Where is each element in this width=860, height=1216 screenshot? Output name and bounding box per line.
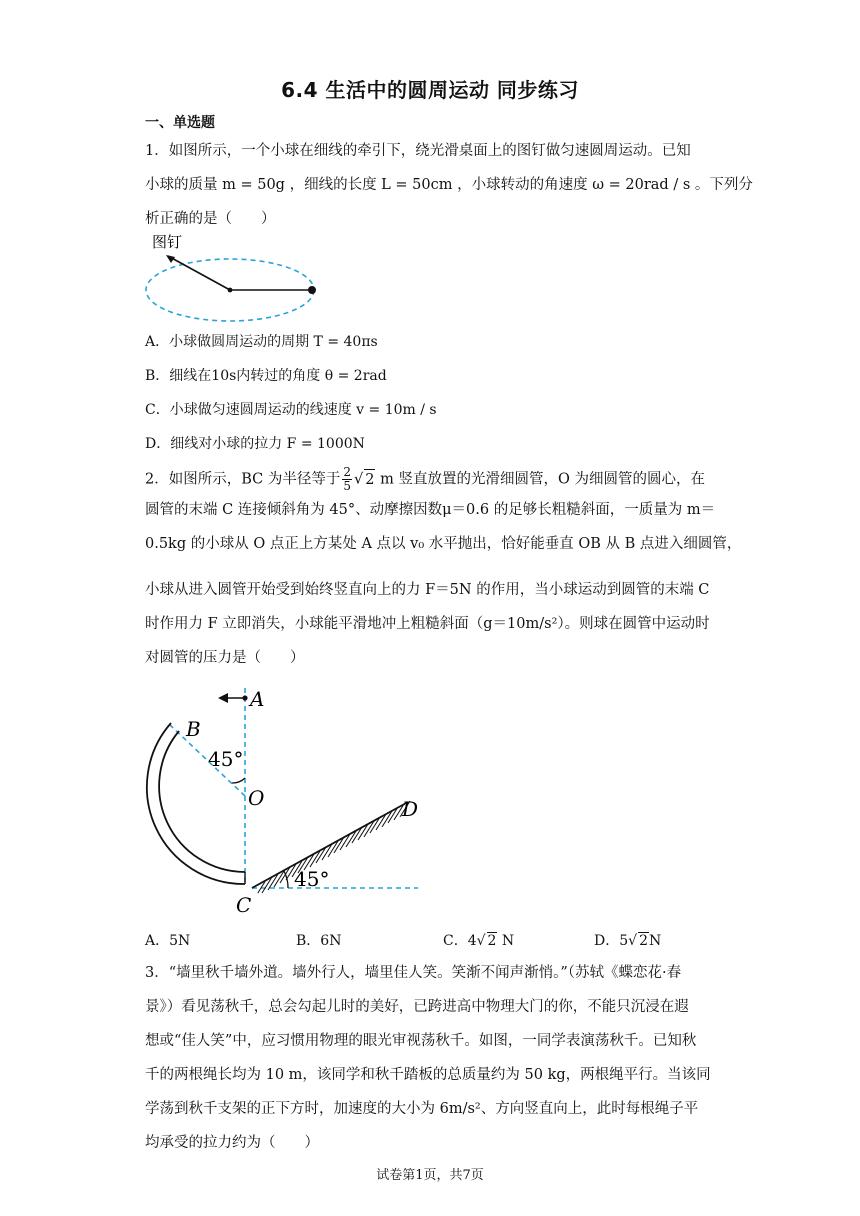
q2-line-5: 时作用力 F 立即消失，小球能平滑地冲上粗糙斜面（g＝10m/s²）。则球在圆管中运动时 [145, 616, 710, 632]
q2-option-d-prefix: D．5 [594, 933, 629, 949]
velocity-arrow-head [218, 693, 228, 703]
q2-option-d-unit: N [648, 933, 662, 949]
section-heading: 一、单选题 [145, 115, 215, 131]
sqrt-radicand: 2 [364, 469, 375, 490]
q1-line-1: 1．如图所示，一个小球在细线的牵引下，绕光滑桌面上的图钉做匀速圆周运动。已知 [145, 143, 691, 159]
q2-option-a: A．5N [145, 933, 191, 949]
q1-option-c: C．小球做匀速圆周运动的线速度 v = 10m / s [145, 402, 437, 418]
q1-line-3: 析正确的是（ ） [145, 211, 276, 227]
q2-line-3: 0.5kg 的小球从 O 点正上方某处 A 点以 v₀ 水平抛出，恰好能垂直 OB 从 B 点进入细圆管， [145, 536, 742, 552]
q3-line-4: 千的两根绳长均为 10 m，该同学和秋千踏板的总质量约为 50 kg，两根绳平行。当该同 [145, 1067, 711, 1083]
q2-line-1a: 2．如图所示，BC 为半径等于 [145, 471, 341, 488]
q3-line-1: 3．“墙里秋千墙外道。墙外行人，墙里佳人笑。笑渐不闻声渐悄。”（苏轼《蝶恋花·春 [145, 965, 682, 981]
page-title: 6.4 生活中的圆周运动 同步练习 [281, 78, 579, 102]
q2-option-c: C．4√ 2 N [443, 933, 515, 949]
q2-option-c-radicand: 2 [487, 933, 497, 949]
label-d: D [402, 797, 419, 821]
q1-fig-label: 图钉 [152, 233, 183, 251]
label-o: O [248, 786, 265, 810]
q2-option-d-radicand: 2 [639, 933, 648, 949]
q1-option-d: D．细线对小球的拉力 F = 1000N [145, 436, 365, 452]
angle-arc-top [232, 778, 245, 783]
q2-option-c-unit: N [497, 933, 515, 949]
slope-line [252, 802, 408, 888]
q2-figure [140, 680, 440, 920]
pin-arrow-head [166, 255, 175, 263]
fraction [342, 466, 352, 493]
q3-line-5: 学荡到秋千支架的正下方时，加速度的大小为 6m/s²、方向竖直向上，此时每根绳子平 [145, 1101, 699, 1117]
q2-line-2: 圆管的末端 C 连接倾斜角为 45°、动摩擦因数μ＝0.6 的足够长粗糙斜面，一质量为 m＝ [145, 502, 716, 518]
q1-line-2: 小球的质量 m = 50g ，细线的长度 L = 50cm ，小球转动的角速度 ω = 20rad / s 。下列分 [145, 177, 753, 193]
label-a: A [250, 687, 265, 711]
q2-option-d: D．5√ 2N [594, 933, 662, 949]
fraction-numerator: 2 [343, 465, 351, 479]
slope-hatching [256, 801, 410, 896]
label-b: B [186, 717, 201, 741]
label-c: C [236, 893, 252, 917]
pin-point [228, 288, 233, 293]
q2-line-4: 小球从进入圆管开始受到始终竖直向上的力 F＝5N 的作用，当小球运动到圆管的末端 C [145, 582, 710, 598]
q2-line-6: 对圆管的压力是（ ） [145, 650, 305, 666]
q1-option-b: B．细线在10s内转过的角度 θ = 2rad [145, 368, 387, 384]
q1-option-a: A．小球做圆周运动的周期 T = 40πs [145, 334, 378, 350]
q2-option-c-prefix: C．4 [443, 933, 477, 949]
fraction-denominator: 5 [343, 479, 351, 493]
q1-figure [140, 230, 330, 326]
ball [308, 286, 316, 294]
angle-label-top: 45° [208, 747, 244, 771]
q2-option-b: B．6N [296, 933, 342, 949]
q3-line-3: 想或“佳人笑”中，应习惯用物理的眼光审视荡秋千。如图，一同学表演荡秋千。已知秋 [145, 1033, 697, 1049]
q3-line-6: 均承受的拉力约为（ ） [145, 1135, 319, 1151]
q3-line-2: 景》）看见荡秋千，总会勾起儿时的美好，已跨进高中物理大门的你，不能只沉浸在遐 [145, 999, 689, 1015]
q2-line-1b: m 竖直放置的光滑细圆管，O 为细圆管的圆心，在 [375, 471, 705, 488]
point-a-dot [242, 695, 247, 700]
angle-label-bottom: 45° [294, 867, 330, 891]
page-footer: 试卷第1页，共7页 [376, 1168, 484, 1183]
q2-line-1: 2．如图所示，BC 为半径等于 $\frac{2}{5}$ √ 2 m 竖直放置的光滑细圆管，O 为细圆管的圆心，在 [145, 465, 705, 493]
